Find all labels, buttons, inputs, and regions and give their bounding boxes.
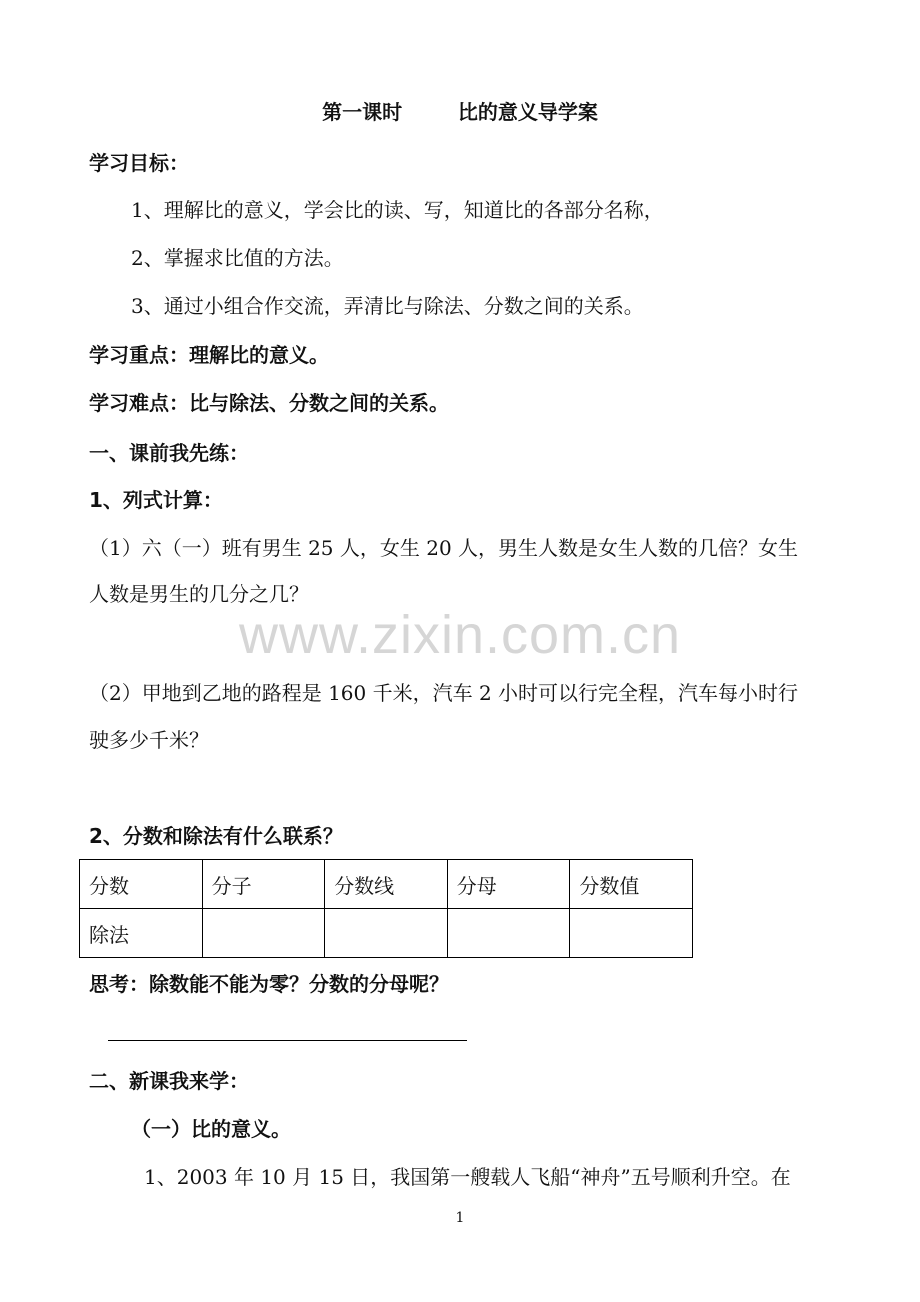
section2-heading: 二、新课我来学： [89, 1069, 249, 1093]
difficulty-label: 学习难点： [89, 391, 189, 415]
page-title: 第一课时 比的意义导学案 [322, 100, 598, 124]
table-row [80, 909, 693, 958]
table-cell [447, 909, 570, 958]
table-cell [570, 909, 693, 958]
q1-2-line1: （2）甲地到乙地的路程是 160 千米，汽车 2 小时可以行完全程，汽车每小时行 [89, 681, 799, 705]
fraction-division-table [79, 859, 693, 958]
q2-title: 2、分数和除法有什么联系？ [89, 824, 343, 848]
section2-paragraph-1: 1、2003 年 10 月 15 日，我国第一艘载人飞船“神舟”五号顺利升空。在 [144, 1165, 791, 1189]
objective-item-3: 3、通过小组合作交流，弄清比与除法、分数之间的关系。 [131, 294, 644, 318]
table-row [80, 860, 693, 909]
think-question: 思考：除数能不能为零？分数的分母呢？ [89, 972, 449, 996]
objective-item-2: 2、掌握求比值的方法。 [131, 246, 344, 270]
table-cell: 分数值 [570, 860, 693, 909]
q1-2-line2: 驶多少千米？ [89, 728, 209, 752]
table-cell [202, 909, 325, 958]
q1-1-line2: 人数是男生的几分之几？ [89, 582, 309, 606]
section2-subheading: （一）比的意义。 [131, 1117, 291, 1141]
q1-title: 1、列式计算： [89, 488, 223, 512]
table-cell: 分子 [202, 860, 325, 909]
difficulty-text: 比与除法、分数之间的关系。 [189, 391, 449, 415]
objective-item-1: 1、理解比的意义，学会比的读、写，知道比的各部分名称， [131, 198, 664, 222]
section1-heading: 一、课前我先练： [89, 441, 249, 465]
key-point: 学习重点：理解比的意义。 [89, 343, 329, 367]
table-cell: 分数 [80, 860, 203, 909]
watermark: www.zixin.com.cn [238, 605, 682, 665]
table-cell [325, 909, 448, 958]
q1-1-line1: （1）六（一）班有男生 25 人，女生 20 人，男生人数是女生人数的几倍？女生 [89, 536, 799, 560]
table-cell: 除法 [80, 909, 203, 958]
table-cell: 分数线 [325, 860, 448, 909]
objectives-heading: 学习目标： [89, 151, 189, 175]
table-cell: 分母 [447, 860, 570, 909]
page-number: 1 [455, 1210, 465, 1226]
difficulty [89, 390, 449, 416]
answer-line [108, 1040, 467, 1041]
